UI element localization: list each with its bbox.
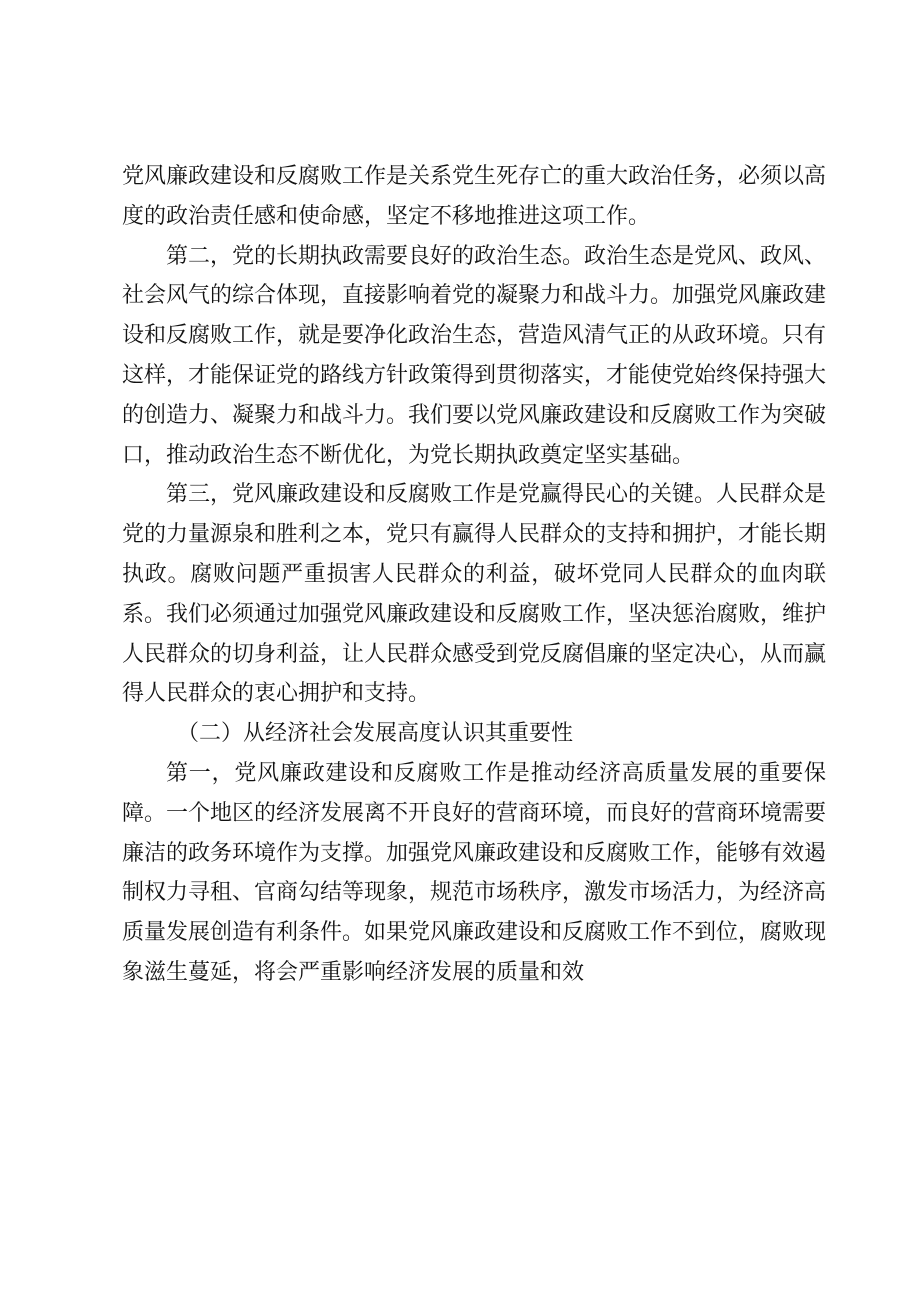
- paragraph-economic-first-point: 第一，党风廉政建设和反腐败工作是推动经济高质量发展的重要保障。一个地区的经济发展离不开良好的营商环境，而良好的营商环境需要廉洁的政务环境作为支撑。加强党风廉政建设和反腐败工作，能够有效遏制权力寻租、官商勾结等现象，规范市场秩序，激发市场活力，为经济高质量发展创造有利条件。如果党风廉政建设和反腐败工作不到位，腐败现象滋生蔓延，将会严重影响经济发展的质量和效: [122, 760, 827, 985]
- paragraph-second-point: 第二，党的长期执政需要良好的政治生态。政治生态是党风、政风、社会风气的综合体现，直接影响着党的凝聚力和战斗力。加强党风廉政建设和反腐败工作，就是要净化政治生态，营造风清气正的从政环境。只有这样，才能保证党的路线方针政策得到贯彻落实，才能使党始终保持强大的创造力、凝聚力和战斗力。我们要以党风廉政建设和反腐败工作为突破口，推动政治生态不断优化，为党长期执政奠定坚实基础。: [122, 243, 827, 468]
- paragraph-continuation: 党风廉政建设和反腐败工作是关系党生死存亡的重大政治任务，必须以高度的政治责任感和使命感，坚定不移地推进这项工作。: [122, 164, 827, 229]
- section-heading: （二）从经济社会发展高度认识其重要性: [177, 721, 574, 747]
- document-page: [122, 157, 826, 993]
- paragraph-third-point: 第三，党风廉政建设和反腐败工作是党赢得民心的关键。人民群众是党的力量源泉和胜利之本，党只有赢得人民群众的支持和拥护，才能长期执政。腐败问题严重损害人民群众的利益，破坏党同人民群众的血肉联系。我们必须通过加强党风廉政建设和反腐败工作，坚决惩治腐败，维护人民群众的切身利益，让人民群众感受到党反腐倡廉的坚定决心，从而赢得人民群众的衷心拥护和支持。: [122, 482, 827, 707]
